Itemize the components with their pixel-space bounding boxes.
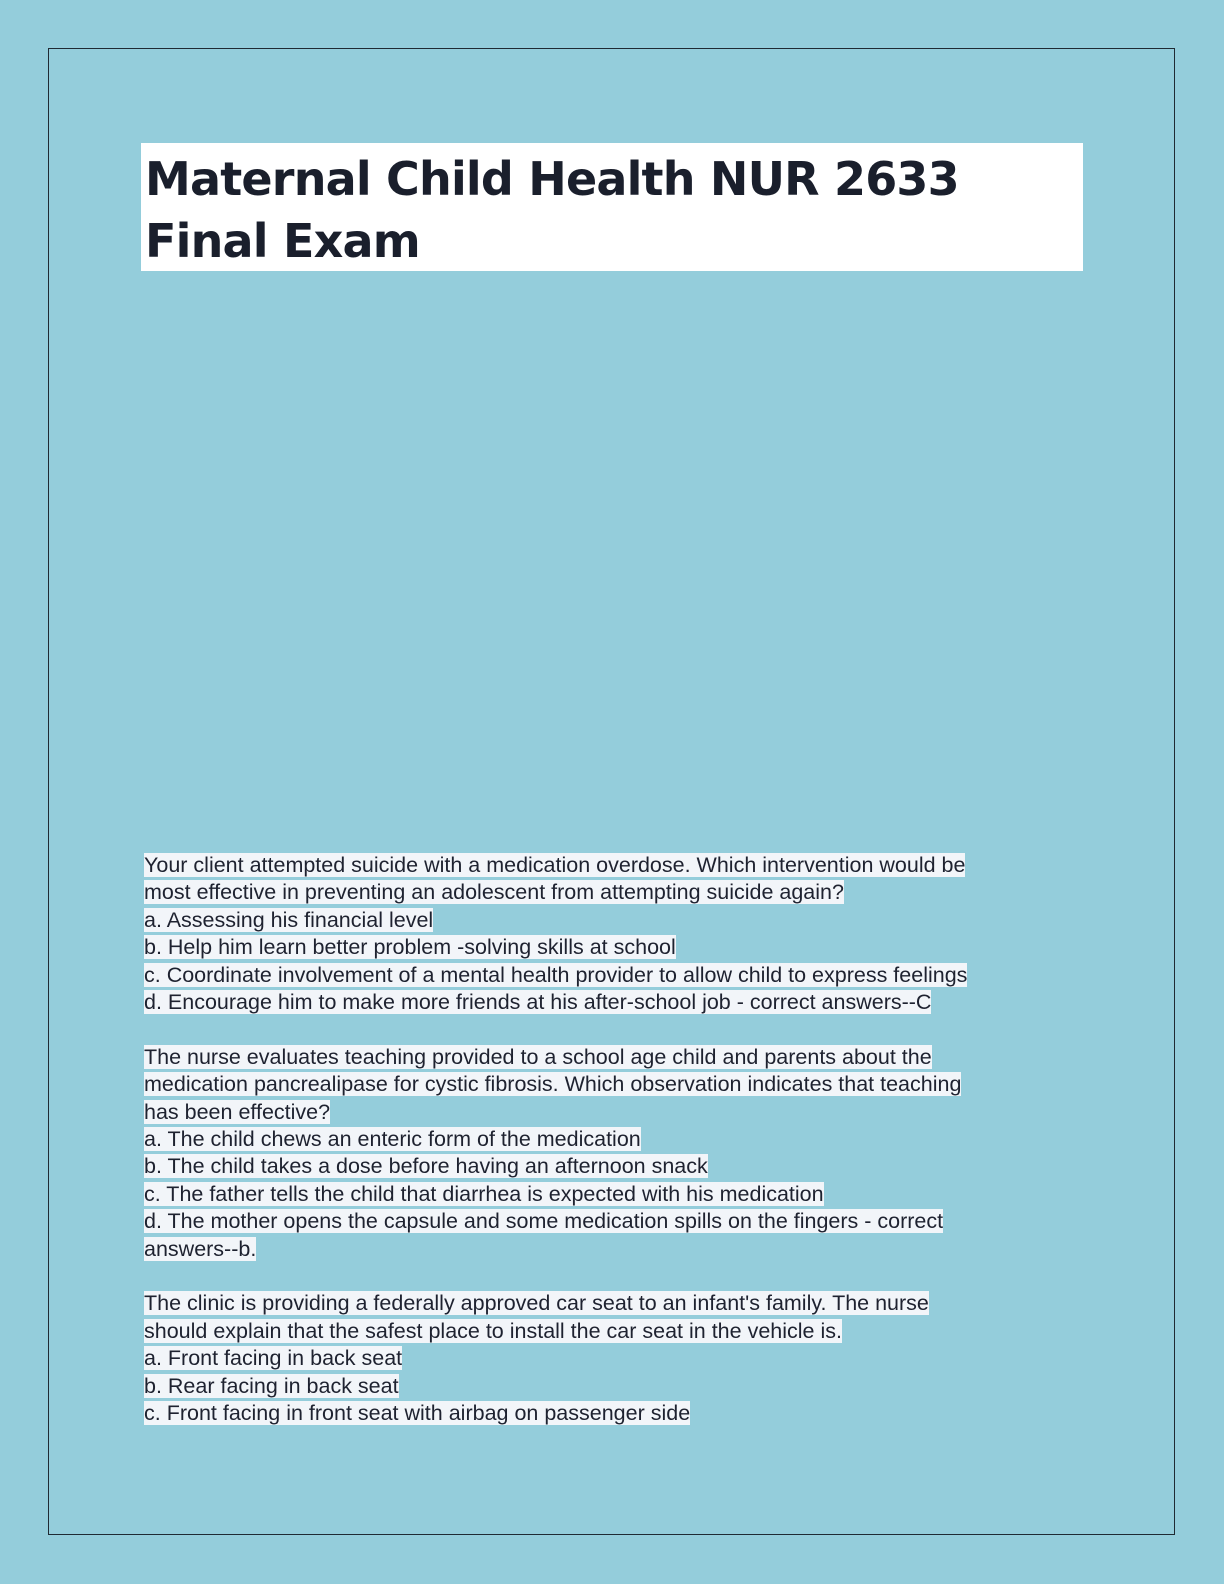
answer-option: d. The mother opens the capsule and some medication spills on the fingers - correct [144,1209,944,1234]
document-title: Maternal Child Health NUR 2633 Final Exam [145,152,959,268]
answer-option: a. Assessing his financial level [144,907,434,932]
answer-option: c. Front facing in front seat with airbag on passenger side [144,1401,691,1426]
question-line: The nurse evaluates teaching provided to a school age child and parents about the [144,1044,932,1069]
answer-option: c. The father tells the child that diarrhea is expected with his medication [144,1181,824,1206]
question-line: The clinic is providing a federally approved car seat to an infant's family. The nurse [144,1291,929,1316]
answer-option: d. Encourage him to make more friends at his after-school job - correct answers--C [144,990,932,1015]
answer-option: c. Coordinate involvement of a mental health provider to allow child to express feelings [144,962,968,987]
title-box [141,143,1083,271]
question-line: most effective in preventing an adolescent from attempting suicide again? [144,880,844,905]
question-line: should explain that the safest place to install the car seat in the vehicle is. [144,1318,842,1343]
questions-section [144,852,1074,1455]
answer-option: a. Front facing in back seat [144,1346,403,1371]
answer-option: a. The child chews an enteric form of the medication [144,1127,641,1152]
question-line: has been effective? [144,1099,331,1124]
answer-option: b. The child takes a dose before having an afternoon snack [144,1154,708,1179]
question-line: Your client attempted suicide with a medication overdose. Which intervention would be [144,853,966,877]
question-line: medication pancrealipase for cystic fibrosis. Which observation indicates that teaching [144,1072,962,1097]
question-block [144,1290,1074,1427]
question-block [144,852,1074,1016]
answer-option: b. Rear facing in back seat [144,1373,399,1398]
answer-option: b. Help him learn better problem -solving skills at school [144,935,676,960]
answer-key: answers--b. [144,1236,257,1261]
question-block [144,1044,1074,1263]
